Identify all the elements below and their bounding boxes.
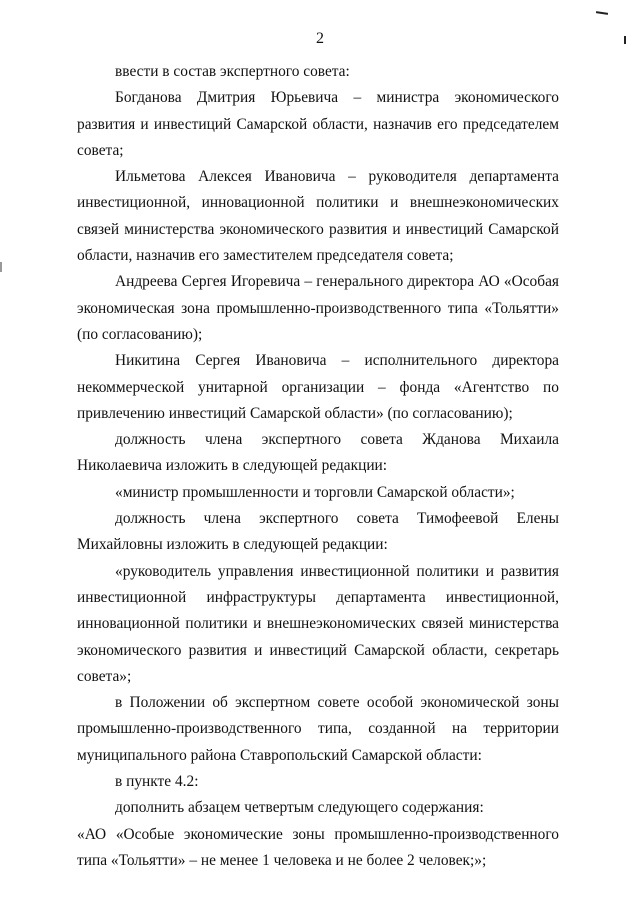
scan-mark-edge [0,262,2,272]
paragraph-zhdanov: должность члена экспертного совета Жданова Михаила Николаевича изложить в следующей редакции: [77,431,559,475]
paragraph-timofeeva-position: «руководитель управления инвестиционной политики и развития инвестиционной инфраструктуры департамента инвестиционной, инновационной политики и внешнеэкономических связей министерства экономического развития и инвестиций Самарской области, секретарь совета»; [77,562,559,685]
paragraph-bogdanov: Богданова Дмитрия Юрьевича – министра экономического развития и инвестиций Самарской области, назначив его председателем совета; [77,89,559,159]
document-body [77,59,559,874]
paragraph-zhdanov-position: «министр промышленности и торговли Самарской области»; [115,483,515,501]
scan-mark-dash [596,11,608,15]
paragraph-timofeeva: должность члена экспертного совета Тимофеевой Елены Михайловны изложить в следующей редакции: [77,510,559,554]
paragraph-addition: дополнить абзацем четвертым следующего содержания: [115,799,484,817]
paragraph-andreev: Андреева Сергея Игоревича – генерального директора АО «Особая экономическая зона промышленно-производственного типа «Тольятти» (по согласованию); [77,273,559,343]
page-number: 2 [316,30,324,47]
paragraph-nikitin: Никитина Сергея Ивановича – исполнительного директора некоммерческой унитарной организации – фонда «Агентство по привлечению инвестиций Самарской области» (по согласованию); [77,352,559,422]
paragraph-clause: в пункте 4.2: [115,773,199,791]
paragraph-quote: «АО «Особые экономические зоны промышленно-производственного типа «Тольятти» – не менее 1 человека и не более 2 человек;»; [77,825,559,869]
paragraph-ilmetov: Ильметова Алексея Ивановича – руководителя департамента инвестиционной, инновационной политики и внешнеэкономических связей министерства экономического развития и инвестиций Самарской области, назначив его заместителем председателя совета; [77,168,559,265]
paragraph-regulation: в Положении об экспертном совете особой экономической зоны промышленно-производственного типа, созданной на территории муниципального района Ставропольский Самарской области: [77,694,559,764]
paragraph-intro: ввести в состав экспертного совета: [115,63,350,80]
